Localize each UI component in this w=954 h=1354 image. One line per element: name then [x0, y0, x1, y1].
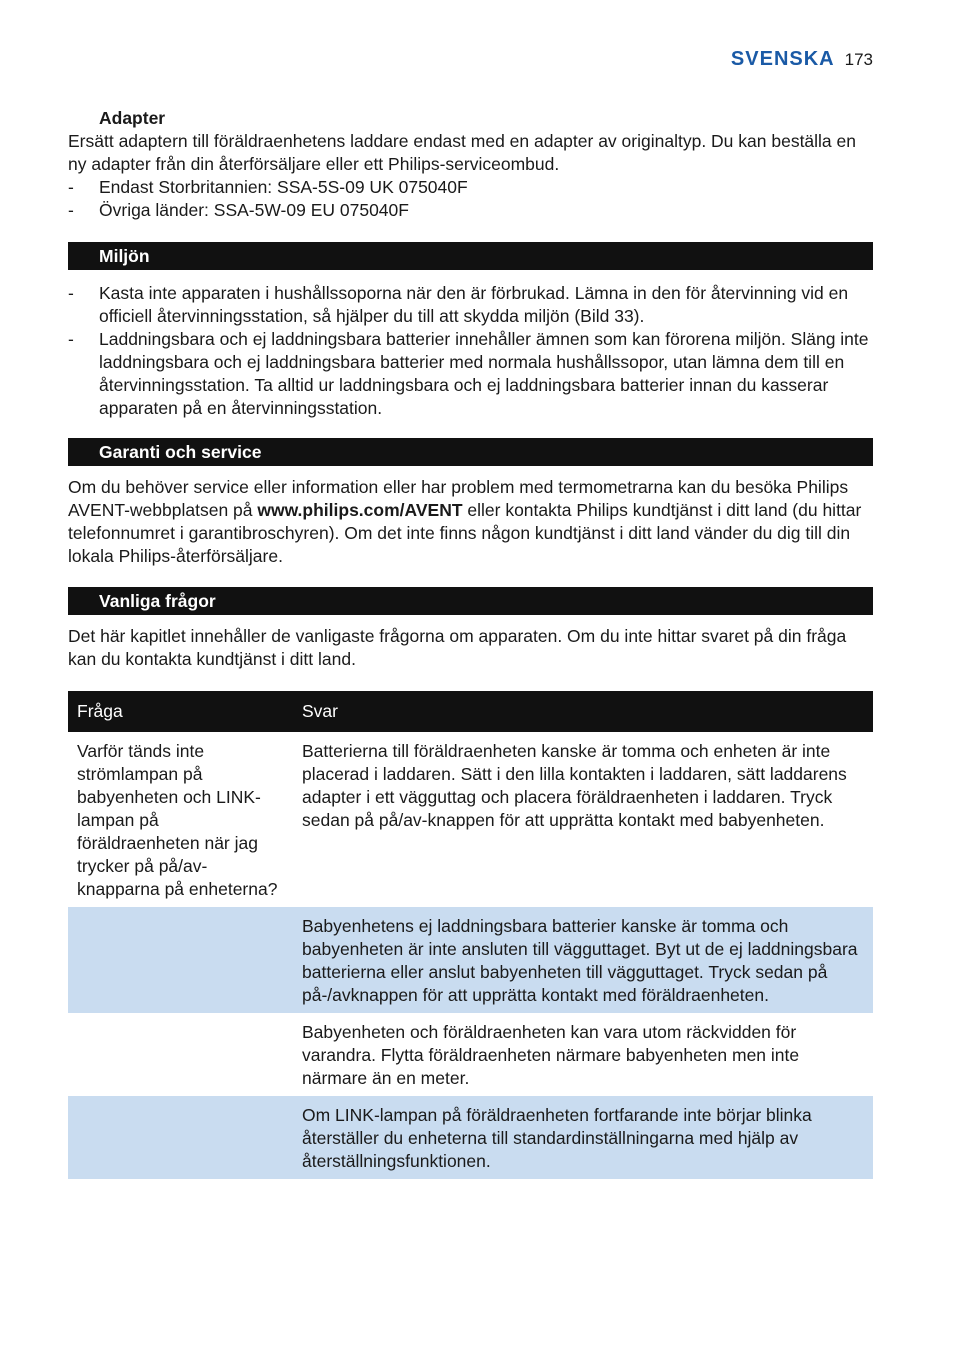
list-item: - Laddningsbara och ej laddningsbara batterier innehåller ämnen som kan förorena miljön. Släng inte laddningsbara och ej laddningsbara batterier med normala hushållssopor, utan lämna dem till en återvinningsstation. Ta alltid ur laddningsbara och ej laddningsbara batterier innan du kasserar apparaten på en återvinningsstation. — [68, 328, 873, 420]
philips-avent-link[interactable]: www.philips.com/AVENT — [257, 500, 463, 520]
warranty-text-before: Om du behöver service eller information eller har problem med termometrarna kan du besöka Philips AVENT-webbplatsen på — [68, 477, 849, 520]
answer-cell: Batterierna till föräldraenheten kanske är tomma och enheten är inte placerad i laddaren. Sätt i den lilla kontakten i laddaren, sätt laddarens adapter i ett vägguttag och placera föräldraenheten i laddaren. Tryck sedan på på/av-knappen för att upprätta kontakt med babyenheten. — [302, 741, 847, 830]
table-row — [68, 1096, 873, 1179]
question-cell — [68, 907, 293, 1013]
adapter-heading: Adapter — [99, 108, 166, 128]
answer-cell: Babyenheten och föräldraenheten kan vara utom räckvidden för varandra. Flytta föräldraenheten närmare babyenheten men inte närmare än en meter. — [302, 1022, 800, 1088]
faq-header-row — [68, 691, 873, 732]
answer-cell: Om LINK-lampan på föräldraenheten fortfarande inte börjar blinka återställer du enheterna till standardinställningarna med hjälp av återställningsfunktionen. — [293, 1096, 873, 1179]
column-header-answer: Svar — [293, 691, 873, 732]
list-item: - Endast Storbritannien: SSA-5S-09 UK 075040F — [68, 176, 873, 199]
question-cell — [68, 1096, 293, 1179]
warranty-text-after: eller kontakta Philips kundtjänst i ditt land (du hittar telefonnumret i garantibroschyren). Om det inte finns någon kundtjänst i ditt land vänder du dig till din lokala Philips-återförsäljare. — [68, 500, 862, 566]
faq-table — [68, 691, 873, 1179]
answer-cell: Babyenhetens ej laddningsbara batterier kanske är tomma och babyenheten är inte ansluten till vägguttaget. Byt ut de ej laddningsbara batterierna eller anslut babyenheten till vägguttaget. Tryck sedan på på-/avknappen för att upprätta kontakt med föräldraenheten. — [293, 907, 873, 1013]
column-header-question: Fråga — [68, 691, 293, 732]
question-cell: Varför tänds inte strömlampan på babyenheten och LINK-lampan på föräldraenheten när jag trycker på på/av-knapparna på enheterna? — [77, 741, 278, 899]
list-item: - Kasta inte apparaten i hushållssoporna när den är förbrukad. Lämna in den för återvinning vid en officiell återvinningsstation, så hjälper du till att skydda miljön (Bild 33). — [68, 282, 873, 328]
adapter-list — [68, 176, 873, 222]
list-item: - Övriga länder: SSA-5W-09 EU 075040F — [68, 199, 873, 222]
question-cell — [68, 1013, 293, 1096]
warranty-text — [68, 476, 873, 568]
table-row — [68, 907, 873, 1013]
environment-list — [68, 282, 873, 420]
section-heading-environment: Miljön — [68, 242, 873, 270]
faq-intro: Det här kapitlet innehåller de vanligaste frågorna om apparaten. Om du inte hittar svaret på din fråga kan du kontakta kundtjänst i ditt land. — [68, 626, 847, 669]
page-content — [68, 107, 873, 1179]
section-heading-warranty: Garanti och service — [68, 438, 873, 466]
language-label: SVENSKA — [730, 48, 835, 70]
table-row — [68, 1013, 873, 1096]
page-header — [731, 48, 873, 71]
page-number: 173 — [844, 50, 873, 69]
section-heading-faq: Vanliga frågor — [68, 587, 873, 615]
table-row — [68, 732, 873, 907]
adapter-text: Ersätt adaptern till föräldraenhetens laddare endast med en adapter av originaltyp. Du kan beställa en ny adapter från din återförsäljare eller ett Philips-serviceombud. — [68, 131, 856, 174]
